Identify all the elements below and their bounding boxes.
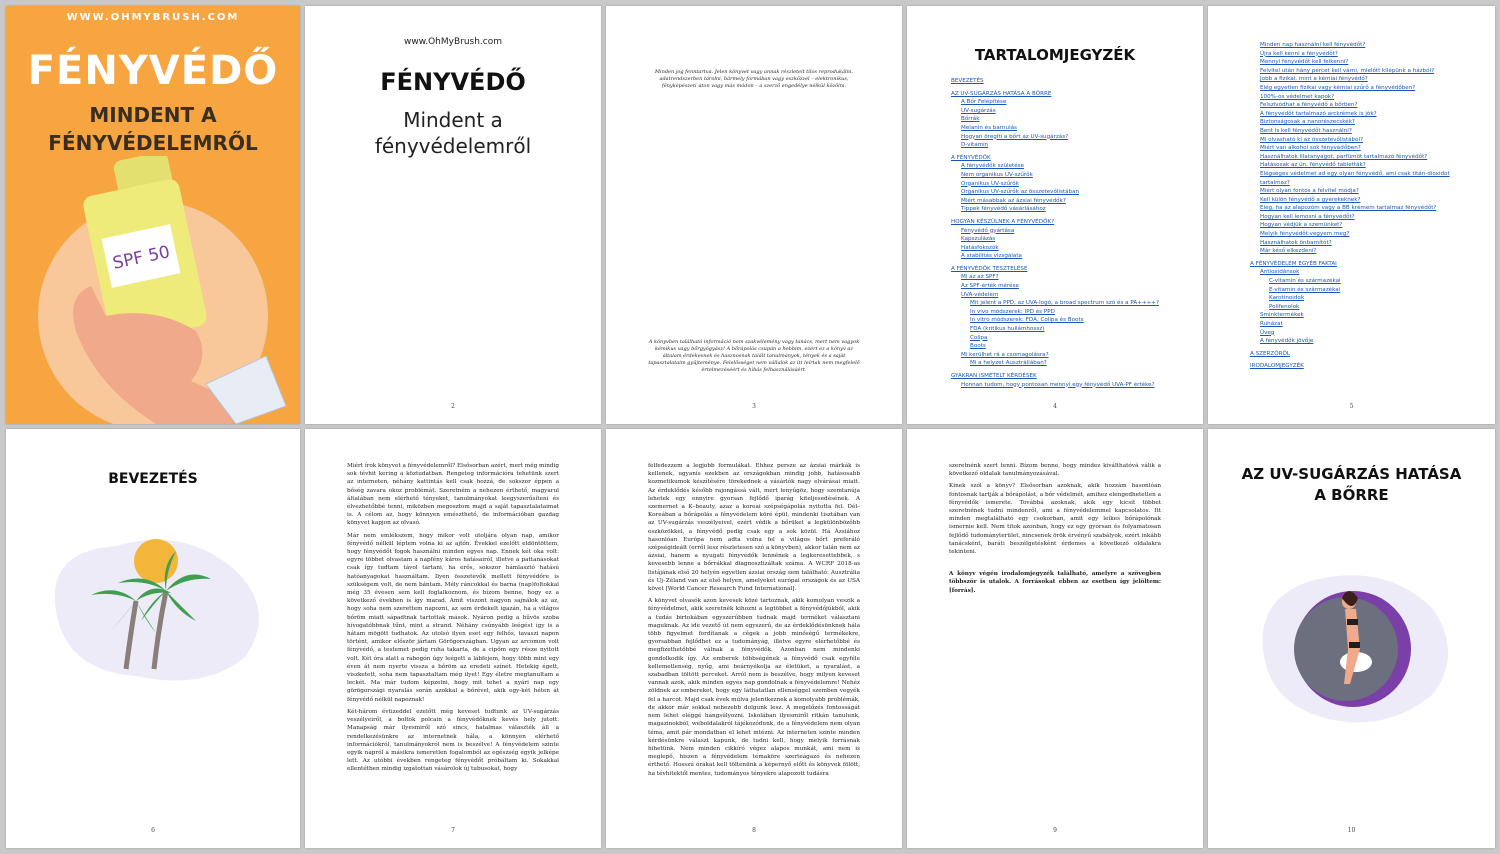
toc-entry-link[interactable]: Újra kell kenni a fényvédőt? — [1260, 50, 1338, 57]
page-number: 3 — [752, 403, 756, 410]
toc-entry-link[interactable]: Bent is kell fényvédőt használni? — [1260, 127, 1352, 134]
bottle-label-text: SPF 50 — [111, 242, 172, 274]
sunbathing-illustration — [1208, 554, 1495, 734]
page-number: 2 — [451, 403, 455, 410]
toc-entry-link[interactable]: Polifenolok — [1269, 303, 1300, 310]
text-page-9[interactable] — [907, 429, 1203, 848]
body-text — [949, 462, 1161, 599]
toc-entry-link[interactable]: GYAKRAN ISMÉTELT KÉRDÉSEK — [951, 373, 1037, 379]
cover-site: WWW.OHMYBRUSH.COM — [66, 12, 240, 23]
chapter-title: BEVEZETÉS — [108, 471, 198, 487]
toc-title: TARTALOMJEGYZÉK — [974, 46, 1136, 64]
toc-entry-link[interactable]: A fényvédőt tartalmazó arckrémek is jók? — [1260, 110, 1377, 117]
paragraph: felfedezzem a legjobb formulákat. Ehhez persze az ázsiai márkák is kellenek, ugyanis ezekben az országokban mindig jobb, hatásosabb kozmetikumok készítésére törekednek a vásárlók nagy elvárásai miatt. Az érdeklődés később rajongássá vált, mert lenyűgöz, hogy szemtanúja lehetek egy ennyire gyorsan fejlődő iparág kiteljesedésének. A szemernet a K–beauty, azaz a koreai szépségápolás nyitotta fel. Dél–Koreában a bőrápolás a fényvédelem köré épül, mindenki tisztában van az UV-sugárzás veszélyeivel, ezért védik a bőrüket a legkülönbözőbb eszközökkel, a fényvédő pedig csak egy a sok közül. Há Ázsiához hasonlóan Európa nem adta volna fel a világos bőrt preferáló szépségideált (erről lesz részletesen szó a könyvben), akkor talán nem az ázsiai, hanem a nyugati fényvédők lennének a legkeresettebbek, s kevesebb lenne a bőrrákkal diagnosztizáltak száma. A WCRF 2018-as listájának első 20 helyén egyetlen ázsiai ország sem található: Ausztrália és Új–Zéland van az első helyen, amelyeket európai országok és az USA követ [World Cancer Research Fund International]. — [648, 463, 860, 593]
toc-entry-link[interactable]: Fényvédő gyártása — [961, 227, 1015, 234]
toc-entry-link[interactable]: Karotinoidok — [1269, 295, 1305, 302]
toc-entry-link[interactable]: E-vitamin és származékai — [1269, 286, 1341, 293]
toc-entry-link[interactable]: FDA (kritikus hullámhossz) — [970, 326, 1045, 333]
toc-entry-link[interactable]: Mi az az SPF? — [961, 274, 999, 281]
toc-entry-link[interactable]: Mi kerülhet rá a csomagolásra? — [961, 351, 1049, 358]
cover-page[interactable] — [6, 6, 300, 424]
body-text — [347, 462, 559, 778]
page-number: 4 — [1053, 403, 1057, 410]
toc-entry-link[interactable]: Miért olyan fontos a felvitel módja? — [1260, 188, 1359, 195]
body-text — [648, 462, 860, 782]
cover-title: FÉNYVÉDŐ — [27, 48, 279, 94]
page-number: 6 — [151, 827, 155, 834]
toc-entry-link[interactable]: 100%-os védelmet kapok? — [1260, 93, 1335, 100]
paragraph: Már nem emlékszem, hogy mikor volt utoljára olyan nap, amikor fényvédő nélkül léptem volna ki az ajtón. Évekkel ezelőtt eldöntöttem, hogy fényvédőt fogok használni minden egyes nap. Ennek két oka volt: egyre többet olvastam a napfény káros hatásairól, illetve a pattanásokat csak így tudtam távol tartani, ha erős, sokszor hámlasztó hatású hatóanyagokat használtam. Ilyen összetevők mellett fényvédőre is szükségem volt, de nem bántam. Mély ráncokkal és barna (nap)foltokkal még 35 évesen sem kell foglalkoznom, és bízom benne, hogy ez a következő években is így marad. Amit viszont nagyon sajnálok az az, hogy soha nem szerettem napozni, az sem érdekelt igazán, ha a világos bőröm miatt sápadtnak tartottak mások. Nyáron pedig a hűvös szoba hívogatóbbnak tűnt, mint a strand. Néhány csúnyább leégést így is a hátam mögött tudhatok. Az utolsó ilyen eset egy felhős, tavaszi napon történt, amikor először jártam Görögországban. Ugyan az arcomon volt fényvédő, a testemet pedig ruha takarta, de a cipőm egy része nyitott volt. Két óra alatt a rabogón úgy leégett a lábfejem, hogy több mint egy éven át nem nyerte vissza a bőröm az eredeti színét. Hetekig égett, viszketett, soha nem tapasztaltam még ilyet! Egy életre megtanultam a leckét. Ma már tudom képzelni, hogy mit tehet a nyári nap egy görögországi nyaralás során azokkal a bőrével, akik egy-két héten át fényvédő nélkül napoznak! — [347, 532, 559, 703]
toc-entry-link[interactable]: Hatásosak az ún. fényvédő tabletták? — [1260, 162, 1366, 169]
sunscreen-illustration — [6, 156, 300, 424]
toc-entry-link[interactable]: Mit jelent a PPD, az UVA-logó, a broad spectrum szó és a PA++++? — [970, 300, 1159, 307]
toc-entry-link[interactable]: Boots — [970, 343, 986, 350]
toc-entry-link[interactable]: Bőrrák — [961, 116, 980, 123]
palm-trees-illustration — [6, 521, 300, 691]
toc-entry-link[interactable]: Colipa — [970, 334, 988, 341]
toc-entry-link[interactable]: Antioxidánsok — [1260, 269, 1300, 276]
toc-entry-link[interactable]: Jobb a fizikai, mint a kémiai fényvédő? — [1260, 76, 1368, 83]
toc-entry-link[interactable]: A FÉNYVÉDŐK — [951, 154, 991, 161]
toc-entry-link[interactable]: Melanin és barnulás — [961, 124, 1017, 131]
toc-entry-link[interactable]: Felszívódhat a fényvédő a bőrben? — [1260, 102, 1358, 109]
toc-entry-link[interactable]: Biztonságosak a nanorészecskék? — [1260, 119, 1355, 126]
toc-entry-link[interactable]: Miért van alkohol sok fényvédőben? — [1260, 145, 1361, 152]
toc-entry-link[interactable]: A stabilitás vizsgálata — [961, 253, 1022, 260]
title-page[interactable] — [305, 6, 601, 424]
copyright-notice: Minden jog fenntartva. Jelen könyvet vagy annak részleteit tilos reprodukálni, adatrendszerben tárolni, bármely formában vagy eszközzel – elektronikus, fényképészeti úton vagy más módon – a szerző engedélye nélkül közölni. — [654, 69, 854, 89]
paragraph: Két-három évtizeddel ezelőtt még keveset tudtunk az UV-sugárzás veszélyeiről, a boltok polcain a fényvédőknek kevés hely jutott. Manapság már ilyesmiről szó sincs, hatalmas választék áll a rendelkezésünkre az internetnek hála, a könnyen elérhető információkról, tanulmányokról nem is beszélve! A fényvédelem szinte egyik napról a másikra ismeretlen fogalomból az egészség egyik jelképe lett. Az utóbbi években rengeteg fényvédőt próbáltam ki. Sokakkal ellentétben mindig izgatottan vásárolok új tubusokat, hogy — [347, 708, 559, 773]
swimsuit-bottom — [1349, 642, 1360, 648]
uv-chapter-page[interactable] — [1208, 429, 1495, 848]
text-page-8[interactable] — [606, 429, 902, 848]
toc-entry-link[interactable]: Mi olvasható ki az összetevőlistából? — [1260, 136, 1364, 143]
toc-entry-link[interactable]: Az SPF-érték mérése — [961, 283, 1019, 290]
intro-chapter-page[interactable] — [6, 429, 300, 848]
toc-entry-link[interactable]: Minden nap használni kell fényvédőt? — [1260, 42, 1366, 48]
toc-entry-link[interactable]: UV-sugárzás — [961, 107, 996, 114]
cover-subtitle — [6, 101, 300, 157]
page-number: 9 — [1053, 827, 1057, 834]
paragraph: A könyv végén irodalomjegyzék található, amelyre a szövegben többször is utalok. A forrásokat ebben az esetben így jelöltem: [forrás]. — [949, 571, 1161, 594]
toc-entry-link[interactable]: A fényvédők születése — [961, 163, 1024, 170]
toc-continued-page[interactable] — [1208, 6, 1495, 424]
toc-entry-link[interactable]: Elég, ha az alapozóm vagy a BB krémem tartalmaz fényvédőt? — [1260, 205, 1437, 212]
copyright-page[interactable] — [606, 6, 902, 424]
text-page-7[interactable] — [305, 429, 601, 848]
toc-entry-link[interactable]: Ruházat — [1260, 321, 1283, 327]
toc-entry-link[interactable]: A Bőr Felépítése — [961, 99, 1007, 106]
toc-entry-link[interactable]: AZ UV-SUGÁRZÁS HATÁSA A BŐRRE — [951, 90, 1052, 97]
toc-entry-link[interactable]: Használhatok illatanyagot, parfümöt tartalmazó fényvédőt? — [1260, 153, 1428, 160]
toc-entry-link[interactable]: D-vitamin — [961, 142, 989, 149]
page-number: 10 — [1347, 827, 1356, 834]
toc-entry-link[interactable]: In vivo módszerek: IPD és PPD — [970, 308, 1055, 315]
toc-entry-link[interactable]: Elég egyetlen fizikai vagy kémiai szűrő a fényvédőben? — [1260, 84, 1416, 91]
title-page-site: www.OhMyBrush.com — [403, 37, 503, 47]
swimsuit-top — [1347, 619, 1358, 625]
toc-entry-link[interactable]: Nem organikus UV-szűrők — [961, 171, 1033, 178]
toc-list-continued — [1250, 41, 1487, 371]
toc-entry-link[interactable]: Használhatok önbarnítót? — [1260, 239, 1332, 246]
toc-entry-link[interactable]: HOGYAN KÉSZÜLNEK A FÉNYVÉDŐK? — [951, 218, 1055, 225]
paragraph: A könyvet olvasók azon kevesek közé tartoznak, akik komolyan veszik a fényvédelmet, akik szeretnék kihozni a legtöbbet a fényvédőjükből, akik a tudás birtokában egyszerűbben tudnak majd terméket választani maguknak. Az ide vezető út nem egyszerű, de az érdeklődésünknek hála több figyelmet fordítanak a cégek a jobb minőségű termékekre, gyorsabban fejlődhet ez a tudományág, illetve egyre elérhetőbbé és megfizethetőbbé válnak a fényvédők. Azonban nem mindenki gondolkodik így. Az emberek többségének a fényvédő csak egyféle kellemetlenség, nyűg, ami beárnyékolja az életüket, a nyaralást, a szabadban töltött perceket. Arról nem is beszélve, hogy milyen keveset vannak azok, akik minden egyes nap gondolnak a fényvédelemre! Nehéz zöldnek az embereket, hogy egy láthatatlan ellenséggel szemben vegyék fel a harcot. Majd csak évek múlva jelentkeznek a komolyabb problémák, de akkor már sokkal nehezebb dolgunk lesz. A megelőzés fontosságát nem lehet eléggé hangsúlyozni. Iskolában ilyesmiről ritkán tanulunk, magazinokból, weboldalakról tájékozódunk, de a fényvédelem nem olyan téma, amit pár mondatban el lehet intézni. Az interneten szinte minden kérdésünkre választ kapunk, de tudni kell, hogy melyik forrásnak hihetünk. Nem minden cikkíró végez alapos munkát, ami nem is meglepő, hiszen a fényvédelem témaköre szerteágazó és nehezen érthető. Hosszú órákat kell töltenünk a képernyő előtt és könyvek fölött, ha tévhitektől mentes, tudományos tényekre alapozott tudásra — [648, 598, 860, 777]
toc-entry-link[interactable]: Hogyan védjük a szemünket? — [1260, 222, 1343, 229]
toc-entry-link[interactable]: Miért másabbak az ázsiai fényvédők? — [961, 197, 1066, 204]
toc-entry-link[interactable]: Organikus UV-szűrők — [961, 180, 1019, 187]
toc-entry-link[interactable]: Organikus UV-szűrők az összetevőlistában — [961, 189, 1080, 196]
paragraph: Kinek szól a könyv? Elsősorban azoknak, akik hozzám hasonlóan fontosnak tartják a bőrápolást, a bőr védelmét, amihez elengedhetetlen a fényvédők ismerete. Továbbá azoknak, akik egy kicsit többet szeretnének tudni mindenről, ami a fényvédelemmel kapcsolatos. Itt minden megtalálható egy csokorban, amit egy leíkes bőrápolónak ismernie kell. Nem titok azonban, hogy ez egy gyorsan és folyamatosan fejlődő tudományterület, nincsenek örök érvényű szabályok, ezért inkább tanácsként, baráti beszélgetésként érdemes a következő oldalakra tekinteni. — [949, 483, 1161, 556]
toc-page[interactable] — [907, 6, 1203, 424]
toc-entry-link[interactable]: Melyik fényvédőt vegyem meg? — [1260, 231, 1350, 238]
toc-entry-link[interactable]: Hogyan kell lemosni a fényvédőt? — [1260, 213, 1355, 220]
toc-entry-link[interactable]: Felvitel után hány percet kell várni, mielőtt kilépünk a házból? — [1260, 67, 1435, 74]
toc-entry-link[interactable]: Sminktermékek — [1260, 312, 1304, 319]
page-number: 8 — [752, 827, 756, 834]
toc-entry-link[interactable]: Mi a helyzet Ausztráliában? — [970, 360, 1047, 367]
toc-entry-link[interactable]: In vitro módszerek: FDA, Colipa és Boots — [970, 317, 1084, 324]
toc-entry-link[interactable]: A SZERZŐRŐL — [1250, 350, 1291, 357]
title-page-title: FÉNYVÉDŐ — [380, 68, 526, 96]
toc-entry-link[interactable]: Hatásfokozók — [961, 244, 999, 251]
toc-entry-link[interactable]: A fényvédők jövője — [1260, 338, 1314, 345]
cover-subtitle-line1: MINDENT A — [89, 103, 217, 127]
toc-entry-link[interactable]: Tippek fényvédő vásárlásához — [961, 206, 1046, 213]
page-number: 7 — [451, 827, 455, 834]
toc-list — [951, 77, 1193, 389]
toc-entry-link[interactable]: Már késő elkezdeni? — [1260, 248, 1317, 255]
toc-entry-link[interactable]: Üveg — [1260, 329, 1275, 336]
toc-entry-link[interactable]: BEVEZETÉS — [951, 78, 984, 84]
page-number: 5 — [1349, 403, 1354, 410]
toc-entry-link[interactable]: A FÉNYVÉDŐK TESZTELÉSE — [951, 265, 1028, 272]
toc-entry-link[interactable]: C-vitamin és származékai — [1269, 278, 1341, 285]
paragraph: Miért írok könyvet a fényvédelemről? Elsősorban azért, mert még mindig sok tévhit kering a köztudatban. Rengeteg információra tehetünk szert az interneten, néhány kattintás kell csak hozzá, de sokszor éppen a bőség zavara okoz problémát. Szeretném a nehezen érthető, magyarul általában nem elérhető tényeket, tanulmányokat leegyszerűsíteni és élvezhetőbbé tenni, miközben megosztom majd a saját tapasztalataimat is. A célom az, hogy könnyen emészthető, de információban gazdag könyvet kapjon az olvasó. — [347, 463, 559, 527]
toc-entry-link[interactable]: tartalmaz? — [1260, 179, 1290, 186]
toc-entry-link[interactable]: IRODALOMJEGYZÉK — [1250, 363, 1304, 370]
cover-subtitle-line2: FÉNYVÉDELEMRŐL — [48, 131, 258, 155]
toc-entry-link[interactable]: Mennyi fényvédőt kell felkenni? — [1260, 59, 1349, 66]
paragraph: szeretnénk szert tenni. Bízom benne, hogy mindez kiválthatóvá válik a következő oldalak tanulmányozásával. — [949, 463, 1161, 478]
toc-entry-link[interactable]: UVA-védelem — [961, 291, 999, 298]
chapter-title: AZ UV-SUGÁRZÁS HATÁSA A BŐRRE — [1241, 465, 1462, 504]
title-page-subtitle: Mindent a fényvédelemről — [374, 108, 532, 158]
toc-entry-link[interactable]: Kapszulázás — [961, 236, 996, 243]
disclaimer-notice: A könyvben található információ nem szakvélemény vagy tanács, mert nem vagyok kémikus vagy bőrgyógyász! A bőrápolás csupán a hobbim, ezért ez a könyv az általam érdekesnek és hasznosnak talált tanulmányok, tények és a saját tapasztalataim gyűjteménye. Felelősséget nem vállalok az itt leírtak nem megfelelő értelmezéséért és hibás felhasználásáért. — [648, 339, 860, 373]
toc-entry-link[interactable]: Kell külön fényvédő a gyerekeknek? — [1260, 196, 1361, 203]
toc-entry-link[interactable]: Honnan tudom, hogy pontosan mennyi egy fényvédő UVA-PF értéke? — [961, 381, 1155, 388]
toc-entry-link[interactable]: A FÉNYVÉDELEM EGYÉB FAKTAI — [1250, 260, 1337, 267]
toc-entry-link[interactable]: Elégséges védelmet ad egy olyan fényvédő, ami csak titán-dioxidot — [1260, 170, 1450, 177]
toc-entry-link[interactable]: Hogyan öregíti a bőrt az UV-sugárzás? — [961, 133, 1069, 140]
